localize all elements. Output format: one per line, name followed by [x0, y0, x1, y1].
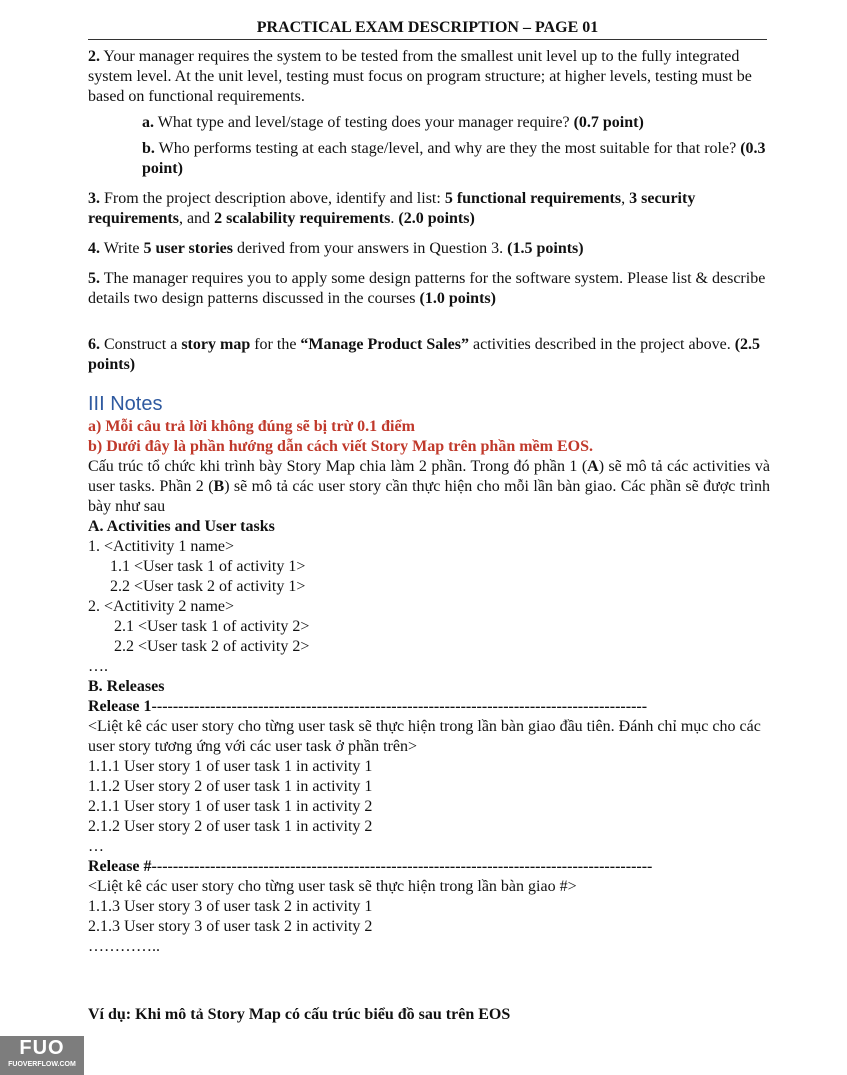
story-2-1-1: 2.1.1 User story 1 of user task 1 in activity 2: [88, 798, 373, 815]
text: Construct a: [100, 336, 182, 353]
section-b-title: [88, 677, 770, 697]
text: From the project description above, identify and list:: [100, 190, 445, 207]
task-2-1: 2.1 <User task 1 of activity 2>: [114, 618, 310, 635]
points: (0.7 point): [573, 114, 644, 131]
bold-text: A: [587, 458, 599, 475]
section-a-title: [88, 517, 770, 537]
story-1-1-3: 1.1.3 User story 3 of user task 2 in activity 1: [88, 898, 373, 915]
document-body: [88, 47, 770, 957]
notes-title: III Notes: [88, 393, 163, 415]
question-text: Your manager requires the system to be tested from the smallest unit level up to the fully integrated system level. At the unit level, testing must focus on program structure; at higher levels, testing must be based on functional requirements.: [88, 48, 752, 105]
question-2b: [88, 139, 770, 179]
sub-label: b.: [142, 140, 155, 157]
example-caption: Ví dụ: Khi mô tả Story Map có cấu trúc biểu đồ sau trên EOS: [88, 1006, 511, 1023]
release-1-heading: Release 1---------------------------------------------------------------------------------------------: [88, 698, 648, 715]
points: (2.5 points): [88, 336, 761, 373]
bold-text: 3 security requirements: [88, 190, 696, 227]
page-header: PRACTICAL EXAM DESCRIPTION – PAGE 01: [88, 17, 767, 40]
question-5: [88, 269, 770, 309]
story-2-1-3: 2.1.3 User story 3 of user task 2 in activity 2: [88, 918, 373, 935]
notes-intro: [88, 457, 770, 517]
question-2: [88, 47, 770, 107]
question-3: [88, 189, 770, 229]
story-1-1-1: 1.1.1 User story 1 of user task 1 in activity 1: [88, 758, 373, 775]
points: (0.3 point): [142, 140, 766, 177]
story-1-1-2: 1.1.2 User story 2 of user task 1 in activity 1: [88, 778, 373, 795]
note-a: a) Mỗi câu trả lời không đúng sẽ bị trừ 0.1 điểm: [88, 418, 415, 435]
text: ) sẽ mô tả các user story cần thực hiện cho mỗi lần bàn giao. Các phần sẽ được trình bày như sau: [88, 478, 771, 515]
task-1-1: 1.1 <User task 1 of activity 1>: [110, 558, 306, 575]
question-number: 6.: [88, 336, 100, 353]
logo-text: FUO: [19, 1037, 65, 1059]
text: , and: [178, 210, 215, 227]
activity-2: 2. <Actitivity 2 name>: [88, 598, 235, 615]
text: Write: [100, 240, 144, 257]
text: derived from your answers in Question 3.: [232, 240, 508, 257]
sub-text: What type and level/stage of testing does your manager require?: [154, 114, 574, 131]
points: (2.0 points): [398, 210, 475, 227]
release-1-desc: <Liệt kê các user story cho từng user task sẽ thực hiện trong lần bàn giao đầu tiên. Đánh chỉ mục cho các user story tương ứng với các user task ở phần trên>: [88, 718, 761, 755]
ellipsis: …: [88, 838, 104, 855]
question-number: 5.: [88, 270, 100, 287]
bold-text: “Manage Product Sales”: [300, 336, 470, 353]
bold-text: 2 scalability requirements: [214, 210, 391, 227]
task-1-2: 2.2 <User task 2 of activity 1>: [110, 578, 306, 595]
note-b: b) Dưới đây là phần hướng dẫn cách viết Story Map trên phần mềm EOS.: [88, 438, 593, 455]
text: .: [390, 210, 399, 227]
sub-text: Who performs testing at each stage/level, and why are they the most suitable for that role?: [154, 140, 741, 157]
ellipsis: ….: [88, 658, 108, 675]
bold-text: B: [213, 478, 225, 495]
heading: B. Releases: [88, 678, 165, 695]
release-n-desc: <Liệt kê các user story cho từng user task sẽ thực hiện trong lần bàn giao #>: [88, 878, 577, 895]
bold-text: 5 user stories: [143, 240, 233, 257]
points: (1.0 points): [419, 290, 496, 307]
question-2a: [88, 113, 770, 133]
text: The manager requires you to apply some design patterns for the software system. Please list & describe details two design patterns discussed in the courses: [88, 270, 766, 307]
bold-text: 5 functional requirements: [444, 190, 622, 207]
question-number: 2.: [88, 48, 100, 65]
logo-subtext: FUOVERFLOW.COM: [8, 1061, 76, 1068]
task-2-2: 2.2 <User task 2 of activity 2>: [114, 638, 310, 655]
fuoverflow-logo: [0, 1036, 84, 1075]
heading: A. Activities and User tasks: [88, 518, 275, 535]
question-4: [88, 239, 770, 259]
text: ,: [621, 190, 630, 207]
sub-label: a.: [142, 114, 154, 131]
text: ) sẽ mô tả các activities và user tasks. Phần 2 (: [88, 458, 771, 495]
bold-text: story map: [181, 336, 251, 353]
story-2-1-2: 2.1.2 User story 2 of user task 1 in activity 2: [88, 818, 373, 835]
points: (1.5 points): [507, 240, 584, 257]
question-number: 4.: [88, 240, 100, 257]
text: Cấu trúc tổ chức khi trình bày Story Map chia làm 2 phần. Trong đó phần 1 (: [88, 458, 588, 475]
text: activities described in the project above.: [469, 336, 735, 353]
question-6: [88, 335, 770, 375]
activity-1: 1. <Actitivity 1 name>: [88, 538, 235, 555]
release-n-heading: Release #----------------------------------------------------------------------------------------------: [88, 858, 653, 875]
ellipsis: …………..: [88, 938, 160, 955]
question-number: 3.: [88, 190, 100, 207]
text: for the: [250, 336, 301, 353]
